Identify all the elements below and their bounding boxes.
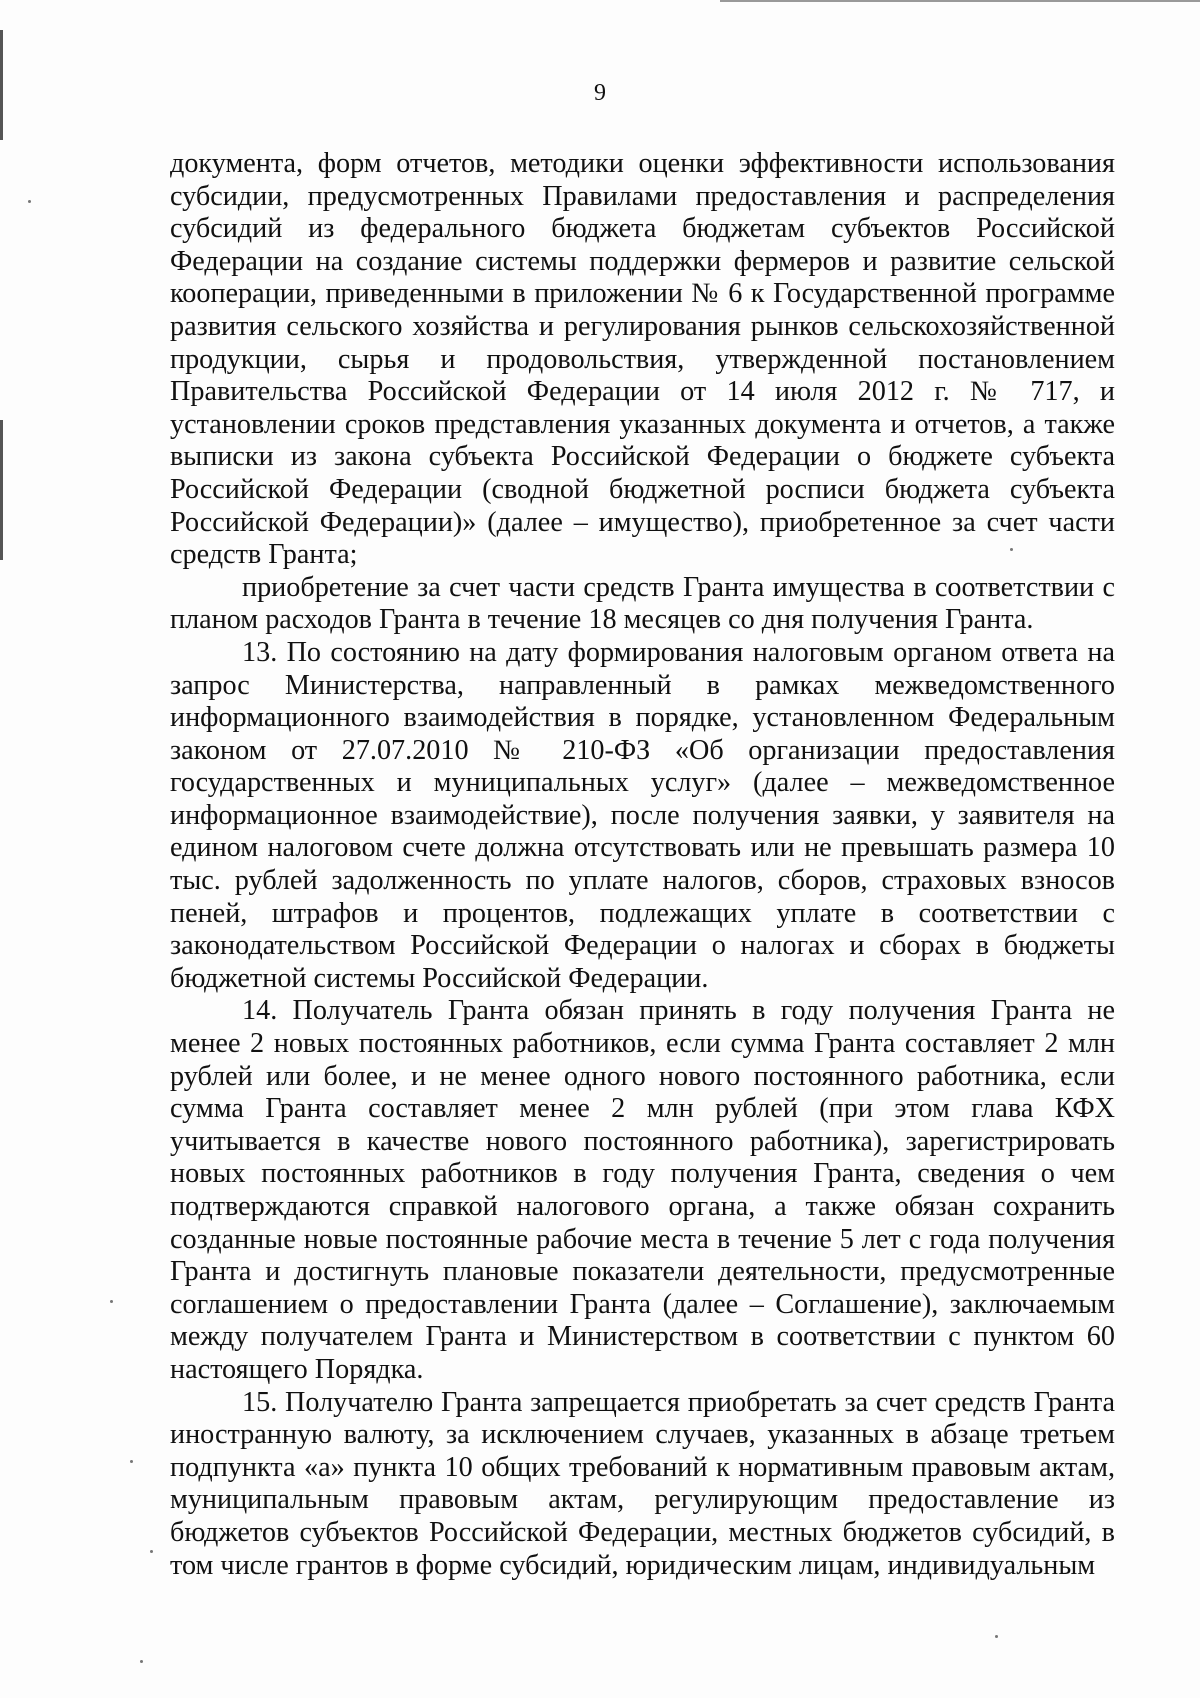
scan-speck	[140, 1660, 143, 1663]
paragraph-item-15: 15. Получателю Гранта запрещается приобретать за счет средств Гранта иностранную валюту, за исключением случаев, указанных в абзаце третьем подпункта «а» пункта 10 общих требований к нормативным правовым актам, муниципальным правовым актам, регулирующим предоставление из бюджетов субъектов Российской Федерации, местных бюджетов субсидий, в том числе грантов в форме субсидий, юридическим лицам, индивидуальным	[170, 1386, 1115, 1581]
document-body	[170, 148, 1115, 1582]
paragraph-item-13: 13. По состоянию на дату формирования налоговым органом ответа на запрос Министерства, направленный в рамках межведомственного информационного взаимодействия в порядке, установленном Федеральным законом от 27.07.2010 № 210-ФЗ «Об организации предоставления государственных и муниципальных услуг» (далее – межведомственное информационное взаимодействие), после получения заявки, у заявителя на едином налоговом счете должна отсутствовать или не превышать размера 10 тыс. рублей задолженность по уплате налогов, сборов, страховых взносов пеней, штрафов и процентов, подлежащих уплате в соответствии с законодательством Российской Федерации о налогах и сборах в бюджеты бюджетной системы Российской Федерации.	[170, 636, 1115, 994]
scan-speck	[130, 1460, 133, 1463]
scan-top-edge	[720, 0, 1200, 2]
page-number: 9	[594, 80, 606, 106]
scan-speck	[28, 200, 31, 203]
scan-left-edge-mark	[0, 420, 3, 560]
scan-speck	[995, 1635, 998, 1638]
scan-speck	[150, 1550, 153, 1553]
scan-speck	[110, 1300, 113, 1303]
paragraph-item-14: 14. Получатель Гранта обязан принять в году получения Гранта не менее 2 новых постоянных работников, если сумма Гранта составляет 2 млн рублей или более, и не менее одного нового постоянного работника, если сумма Гранта составляет менее 2 млн рублей (при этом глава КФХ учитывается в качестве нового постоянного работника), зарегистрировать новых постоянных работников в году получения Гранта, сведения о чем подтверждаются справкой налогового органа, а также обязан сохранить созданные новые постоянные рабочие места в течение 5 лет с года получения Гранта и достигнуть плановые показатели деятельности, предусмотренные соглашением о предоставлении Гранта (далее – Соглашение), заключаемым между получателем Гранта и Министерством в соответствии с пунктом 60 настоящего Порядка.	[170, 995, 1115, 1385]
paragraph-continuation: документа, форм отчетов, методики оценки эффективности использования субсидии, предусмотренных Правилами предоставления и распределения субсидий из федерального бюджета бюджетам субъектов Российской Федерации на создание системы поддержки фермеров и развитие сельской кооперации, приведенными в приложении № 6 к Государственной программе развития сельского хозяйства и регулирования рынков сельскохозяйственной продукции, сырья и продовольствия, утвержденной постановлением Правительства Российской Федерации от 14 июля 2012 г. № 717, и установлении сроков представления указанных документа и отчетов, а также выписки из закона субъекта Российской Федерации о бюджете субъекта Российской Федерации (сводной бюджетной росписи бюджета субъекта Российской Федерации)» (далее – имущество), приобретенное за счет части средств Гранта;	[170, 148, 1115, 571]
paragraph: приобретение за счет части средств Гранта имущества в соответствии с планом расходов Гранта в течение 18 месяцев со дня получения Гранта.	[170, 571, 1115, 636]
